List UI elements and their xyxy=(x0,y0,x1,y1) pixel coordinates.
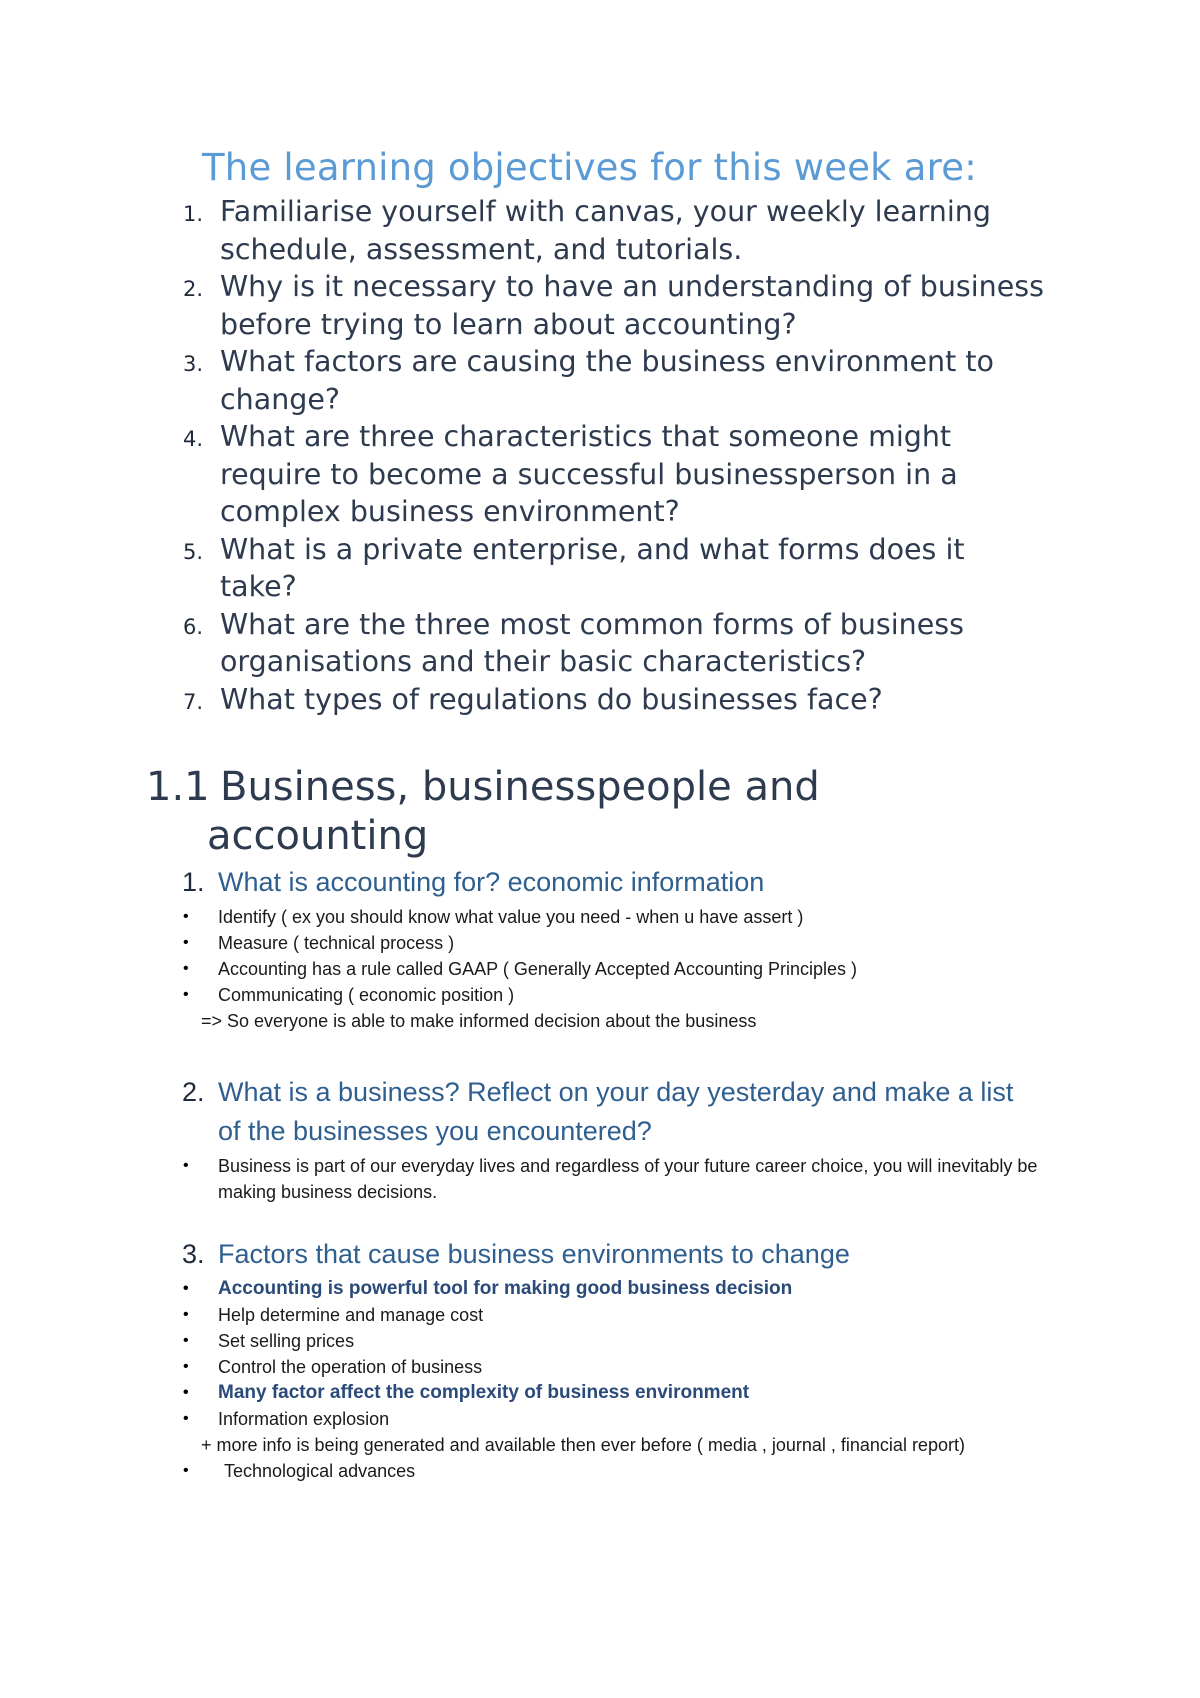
subsection-what-is-business xyxy=(0,1073,1200,1205)
objective-item xyxy=(0,681,1200,719)
objective-item xyxy=(0,343,1200,418)
list-item-text: Control the operation of business xyxy=(218,1357,483,1377)
bullet-icon: • xyxy=(183,908,189,925)
list-item-text: Technological advances xyxy=(224,1461,416,1481)
subsection-title xyxy=(0,1235,1200,1274)
list-item xyxy=(0,956,1200,982)
objective-text: Familiarise yourself with canvas, your weekly learning schedule, assessment, and tutorials. xyxy=(220,195,991,266)
objective-text: What are the three most common forms of business organisations and their basic characteristics? xyxy=(220,607,964,678)
bullet-list xyxy=(0,1153,1200,1205)
list-item-text: Identify ( ex you should know what value you need - when u have assert ) xyxy=(218,907,804,927)
list-item xyxy=(0,1354,1200,1380)
note-text: + more info is being generated and available then ever before ( media , journal , financial report) xyxy=(201,1435,965,1455)
objective-item xyxy=(0,193,1200,268)
list-item xyxy=(0,930,1200,956)
objective-number: 7. xyxy=(183,689,204,714)
objective-number: 2. xyxy=(183,277,204,301)
objective-item xyxy=(0,606,1200,681)
subsection-title xyxy=(0,863,1200,902)
list-item xyxy=(0,982,1200,1008)
subsection-number: 1. xyxy=(182,867,205,897)
list-item xyxy=(0,1406,1200,1432)
objective-number: 3. xyxy=(183,352,204,376)
bullet-icon: • xyxy=(183,1332,189,1349)
objective-number: 4. xyxy=(183,427,204,451)
bullet-icon: • xyxy=(183,1306,189,1323)
objective-number: 5. xyxy=(183,539,204,564)
list-item xyxy=(0,1328,1200,1354)
subsection-title-text: What is accounting for? economic information xyxy=(218,867,765,897)
objective-text: What types of regulations do businesses face? xyxy=(220,682,883,716)
list-item xyxy=(0,1153,1200,1205)
list-item-text: Set selling prices xyxy=(218,1331,355,1351)
bullet-icon: • xyxy=(183,1410,189,1427)
list-item-text: Measure ( technical process ) xyxy=(218,933,455,953)
bullet-icon: • xyxy=(183,934,189,951)
objective-text: What is a private enterprise, and what forms does it take? xyxy=(220,532,965,603)
section-title-line2: accounting xyxy=(207,813,429,859)
list-item-text: Help determine and manage cost xyxy=(218,1305,484,1325)
list-item-text: Many factor affect the complexity of business environment xyxy=(218,1382,750,1403)
subsection-number: 3. xyxy=(182,1239,205,1269)
list-item-text: Business is part of our everyday lives and regardless of your future career choice, you will inevitably be making business decisions. xyxy=(218,1156,1038,1202)
bullet-icon: • xyxy=(183,1280,189,1297)
bullet-icon: • xyxy=(183,1157,189,1174)
objective-text: Why is it necessary to have an understanding of business before trying to learn about accounting? xyxy=(220,270,1044,341)
section-heading xyxy=(146,762,820,812)
objective-item xyxy=(0,418,1200,531)
subsection-factors xyxy=(0,1235,1200,1484)
objective-text: What are three characteristics that someone might require to become a successful businessperson in a complex business environment? xyxy=(220,420,958,528)
bullet-icon: • xyxy=(183,1358,189,1375)
bullet-list xyxy=(0,1458,1200,1484)
bullet-list xyxy=(0,1276,1200,1432)
list-item xyxy=(0,1302,1200,1328)
objective-item xyxy=(0,268,1200,343)
subsection-title xyxy=(0,1073,1200,1151)
list-item xyxy=(0,1276,1200,1302)
subsection-accounting-for xyxy=(0,863,1200,1034)
bullet-icon: • xyxy=(183,986,189,1003)
objectives-list xyxy=(0,193,1200,718)
objective-number: 6. xyxy=(183,614,204,639)
bullet-icon: • xyxy=(183,1462,189,1479)
section-title-line1: Business, businesspeople and xyxy=(220,764,820,810)
objective-text: What factors are causing the business environment to change? xyxy=(220,345,994,416)
list-item-text: Communicating ( economic position ) xyxy=(218,985,515,1005)
list-item-text: Accounting is powerful tool for making good business decision xyxy=(218,1278,793,1299)
bullet-icon: • xyxy=(183,1384,189,1401)
objective-number: 1. xyxy=(183,202,204,226)
bullet-list xyxy=(0,904,1200,1008)
list-item xyxy=(0,1380,1200,1406)
objectives-title: The learning objectives for this week are: xyxy=(202,146,977,189)
list-item-text: Information explosion xyxy=(218,1409,390,1429)
subsection-title-text: Factors that cause business environments to change xyxy=(218,1239,850,1269)
list-item xyxy=(0,1458,1200,1484)
subsection-number: 2. xyxy=(182,1077,205,1107)
subsection-title-text: What is a business? Reflect on your day yesterday and make a list of the businesses you encountered? xyxy=(218,1077,1014,1146)
list-item xyxy=(0,904,1200,930)
bullet-icon: • xyxy=(183,960,189,977)
objective-item xyxy=(0,531,1200,606)
note-text: => So everyone is able to make informed decision about the business xyxy=(201,1011,757,1031)
section-number: 1.1 xyxy=(146,764,210,810)
list-item-text: Accounting has a rule called GAAP ( Generally Accepted Accounting Principles ) xyxy=(218,959,858,979)
